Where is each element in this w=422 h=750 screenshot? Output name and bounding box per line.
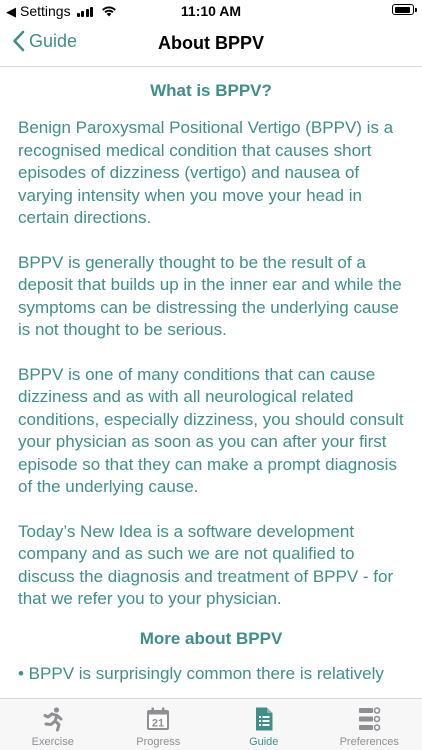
running-person-icon <box>40 706 66 732</box>
back-to-app-icon: ◀ <box>6 3 16 19</box>
back-button-label: Guide <box>29 30 78 51</box>
section-subheading: More about BPPV <box>139 628 283 648</box>
status-time: 11:10 AM <box>180 3 242 19</box>
bullet-item: • BPPV is surprisingly common there is relatively <box>18 663 384 683</box>
guide-content[interactable] <box>0 67 422 698</box>
paragraph: Today’s New Idea is a software development company and as such we are not qualified to discuss the diagnosis and treatment of BPPV - for that we refer you to your physician. <box>18 521 394 608</box>
tab-bar <box>0 698 422 750</box>
page-title: About BPPV <box>158 33 264 53</box>
paragraph: Benign Paroxysmal Positional Vertigo (BPPV) is a recognised medical condition that causes short episodes of dizziness (vertigo) and nausea of varying intensity when you move your head in certain directions. <box>18 118 394 227</box>
paragraph: BPPV is generally thought to be the result of a deposit that builds up in the inner ear and while the symptoms can be distressing the underlying cause is not thought to be serious. <box>18 252 402 339</box>
settings-list-icon <box>356 706 382 732</box>
tab-preferences[interactable] <box>317 699 422 750</box>
document-list-icon <box>251 706 277 732</box>
tab-guide[interactable] <box>211 699 317 750</box>
section-heading: What is BPPV? <box>150 81 272 100</box>
tab-label: Progress <box>136 736 181 748</box>
tab-exercise[interactable] <box>0 699 106 750</box>
tab-progress[interactable] <box>106 699 212 750</box>
tab-label: Guide <box>249 736 279 748</box>
tab-label: Exercise <box>31 736 74 748</box>
calendar-21-icon <box>145 706 171 732</box>
status-bar <box>0 0 422 22</box>
battery-icon <box>392 4 414 15</box>
paragraph: BPPV is one of many conditions that can cause dizziness and as with all neurological related conditions, especially dizziness, you should consult your physician as soon as you can after your first episode so that they can make a prompt diagnosis of the underlying cause. <box>18 364 404 496</box>
navigation-bar <box>0 22 422 67</box>
svg-text:21: 21 <box>152 717 165 730</box>
tab-label: Preferences <box>339 736 399 748</box>
status-carrier: Settings <box>20 3 71 19</box>
